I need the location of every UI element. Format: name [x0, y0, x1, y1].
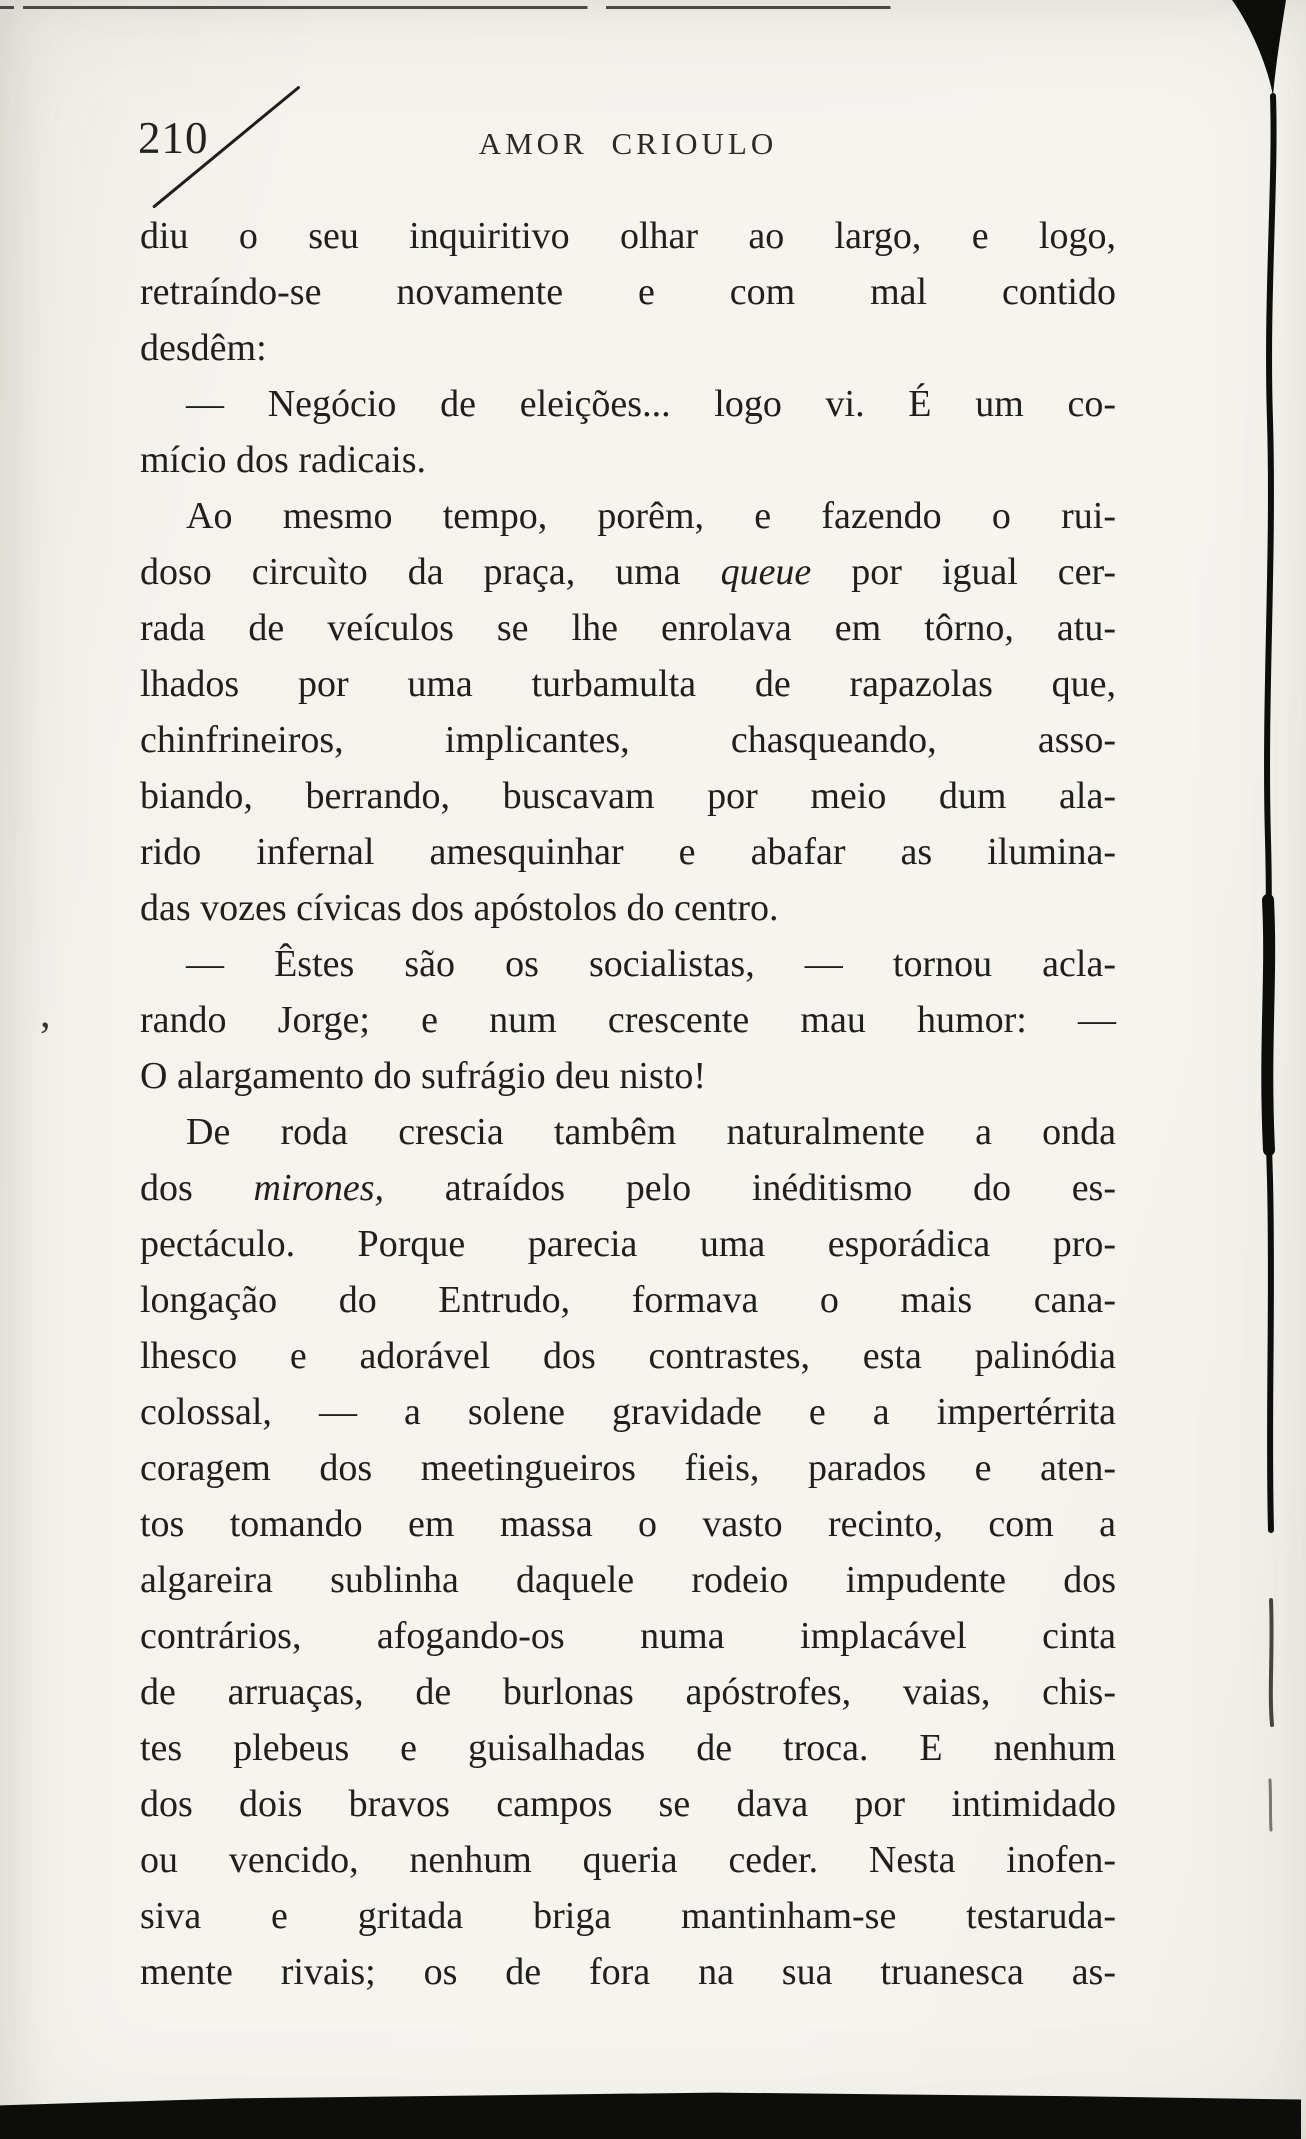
text-segment: pectáculo. Porque parecia uma esporádica pro-	[140, 1223, 1116, 1265]
text-line	[140, 1216, 1116, 1272]
body-text	[140, 208, 1116, 2000]
text-segment: desdêm:	[140, 327, 267, 369]
text-segment: chinfrineiros, implicantes, chasqueando, asso-	[140, 719, 1116, 761]
text-segment: doso circuìto da praça, uma	[140, 551, 721, 593]
text-segment: por igual cer-	[811, 551, 1117, 593]
scan-artifact-bottom-bar	[0, 2081, 1301, 2139]
text-segment: contrários, afogando-os numa implacável cinta	[140, 1615, 1116, 1657]
text-line	[140, 824, 1116, 880]
text-line	[140, 768, 1116, 824]
text-segment: — Negócio de eleições... logo vi. É um co-	[186, 383, 1116, 425]
text-line	[140, 432, 1116, 488]
text-line	[140, 1832, 1116, 1888]
text-line	[140, 1384, 1116, 1440]
text-segment: algareira sublinha daquele rodeio impudente dos	[140, 1559, 1116, 1601]
text-line	[140, 544, 1116, 600]
book-binding-edge-artifact	[1224, 0, 1306, 2139]
text-segment: de arruaças, de burlonas apóstrofes, vaias, chis-	[140, 1671, 1116, 1713]
text-line	[140, 600, 1116, 656]
text-segment: biando, berrando, buscavam por meio dum ala-	[140, 775, 1116, 817]
text-line	[140, 656, 1116, 712]
text-segment: retraíndo-se novamente e com mal contido	[140, 271, 1116, 313]
text-line	[140, 1328, 1116, 1384]
text-segment: lhesco e adorável dos contrastes, esta palinódia	[140, 1335, 1116, 1377]
text-segment: rando Jorge; e num crescente mau humor: —	[140, 999, 1116, 1041]
text-line	[140, 376, 1116, 432]
text-line	[140, 1944, 1116, 2000]
text-segment: diu o seu inquiritivo olhar ao largo, e logo,	[140, 215, 1116, 257]
text-segment: — Êstes são os socialistas, — tornou acla-	[186, 943, 1116, 985]
text-line	[140, 1160, 1116, 1216]
text-segment: ou vencido, nenhum queria ceder. Nesta inofen-	[140, 1839, 1116, 1881]
text-segment: longação do Entrudo, formava o mais cana-	[140, 1279, 1116, 1321]
text-segment: mício dos radicais.	[140, 439, 426, 481]
text-segment: dos dois bravos campos se dava por intimidado	[140, 1783, 1116, 1825]
text-segment: Ao mesmo tempo, porêm, e fazendo o rui-	[186, 495, 1116, 537]
scan-artifact-comma: ‚	[38, 991, 52, 1037]
italic-text-segment: queue	[720, 551, 812, 593]
text-segment: das vozes cívicas dos apóstolos do centro.	[140, 887, 779, 929]
text-line	[140, 1664, 1116, 1720]
text-line	[140, 1496, 1116, 1552]
text-line	[140, 264, 1116, 320]
text-segment: colossal, — a solene gravidade e a impertérrita	[140, 1391, 1116, 1433]
text-line	[140, 992, 1116, 1048]
text-segment: siva e gritada briga mantinham-se testaruda-	[140, 1895, 1116, 1937]
text-line	[140, 1776, 1116, 1832]
text-line	[140, 1104, 1116, 1160]
text-segment: De roda crescia tambêm naturalmente a onda	[186, 1111, 1116, 1153]
scan-artifact-top-line	[0, 6, 918, 9]
text-segment: dos	[140, 1167, 254, 1209]
text-segment: coragem dos meetingueiros fieis, parados e aten-	[140, 1447, 1116, 1489]
text-segment: lhados por uma turbamulta de rapazolas que,	[140, 663, 1116, 705]
text-line	[140, 488, 1116, 544]
text-line	[140, 1552, 1116, 1608]
text-segment: tes plebeus e guisalhadas de troca. E nenhum	[140, 1727, 1116, 1769]
text-line	[140, 1440, 1116, 1496]
text-line	[140, 208, 1116, 264]
text-segment: rido infernal amesquinhar e abafar as ilumina-	[140, 831, 1116, 873]
text-line	[140, 880, 1116, 936]
text-segment: mente rivais; os de fora na sua truanesca as-	[140, 1951, 1116, 1993]
text-line	[140, 1272, 1116, 1328]
text-line	[140, 1888, 1116, 1944]
text-line	[140, 1720, 1116, 1776]
text-segment: rada de veículos se lhe enrolava em tôrno, atu-	[140, 607, 1116, 649]
italic-text-segment: mirones,	[253, 1167, 385, 1209]
text-line	[140, 1048, 1116, 1104]
text-line	[140, 320, 1116, 376]
text-segment: O alargamento do sufrágio deu nisto!	[140, 1055, 706, 1097]
text-line	[140, 1608, 1116, 1664]
text-segment: atraídos pelo inéditismo do es-	[384, 1167, 1117, 1209]
running-title: AMOR CRIOULO	[478, 126, 778, 161]
page-number: 210	[138, 113, 209, 163]
text-line	[140, 712, 1116, 768]
text-segment: tos tomando em massa o vasto recinto, com a	[140, 1503, 1116, 1545]
text-line	[140, 936, 1116, 992]
